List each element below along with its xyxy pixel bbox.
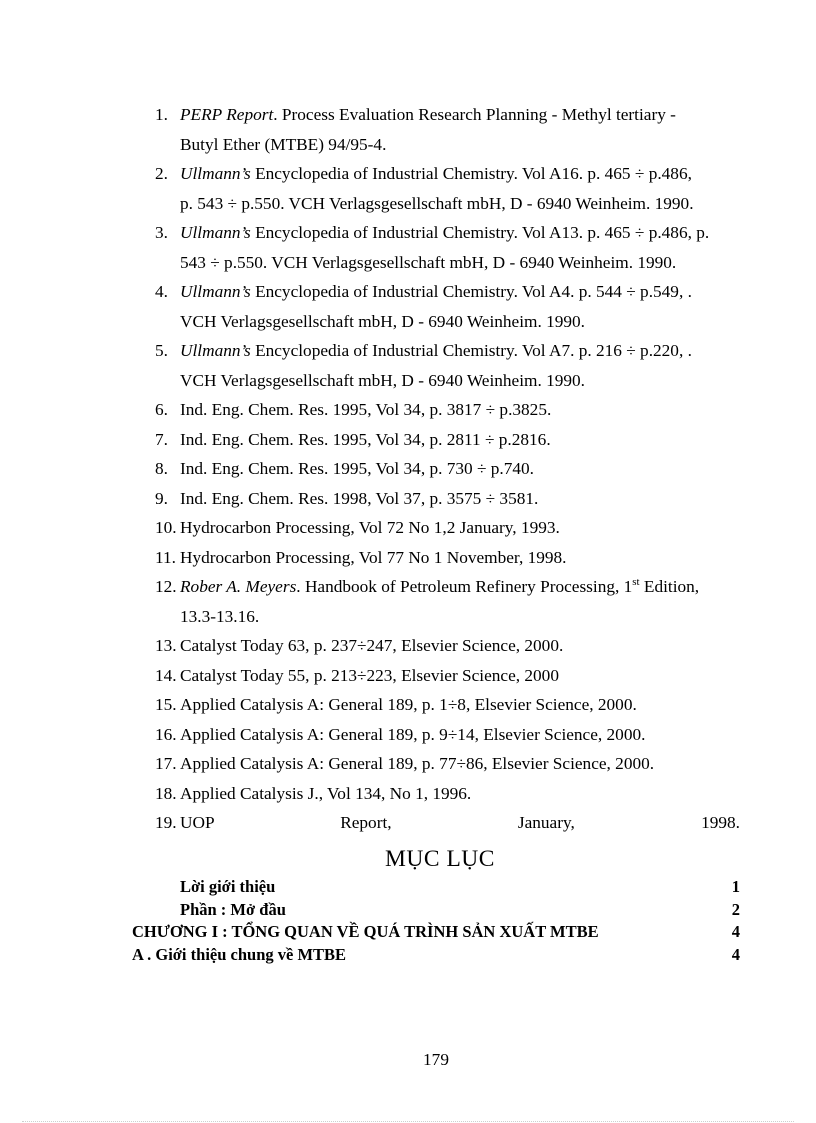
reference-author-title: Rober A. Meyers	[180, 577, 297, 596]
toc-entry-label: Phần : Mở đầu	[180, 899, 286, 919]
toc-entry-label: CHƯƠNG I : TỔNG QUAN VỀ QUÁ TRÌNH SẢN XUẤT MTBE	[132, 922, 599, 941]
reference-number: 14.	[155, 665, 177, 685]
reference-item	[155, 484, 740, 514]
reference-line	[180, 218, 740, 248]
reference-number: 16.	[155, 724, 177, 744]
reference-text: Applied Catalysis A: General 189, p. 1÷8, Elsevier Science, 2000.	[180, 695, 637, 714]
reference-text: Hydrocarbon Processing, Vol 72 No 1,2 January, 1993.	[180, 518, 560, 537]
reference-item	[155, 454, 740, 484]
toc-entry[interactable]	[132, 899, 740, 922]
reference-item	[155, 100, 740, 159]
reference-author-title: Ullmann’s	[180, 282, 251, 301]
reference-number: 1.	[155, 105, 168, 124]
reference-number: 12.	[155, 577, 177, 596]
reference-line	[180, 749, 740, 779]
toc-entry-page: 4	[731, 922, 740, 941]
reference-item	[155, 572, 740, 631]
reference-text: UOP Report, January, 1998.	[180, 813, 740, 832]
reference-text: VCH Verlagsgesellschaft mbH, D - 6940 Weinheim. 1990.	[180, 311, 585, 331]
toc-entry-label: A . Giới thiệu chung về MTBE	[132, 944, 347, 964]
reference-line	[180, 484, 740, 514]
toc-title: MỤC LỤC	[385, 846, 495, 872]
reference-number: 13.	[155, 636, 177, 655]
reference-number: 3.	[155, 223, 168, 242]
reference-text: 543 ÷ p.550. VCH Verlagsgesellschaft mbH, D - 6940 Weinheim. 1990.	[180, 252, 677, 272]
reference-line	[180, 602, 740, 632]
reference-line	[180, 720, 740, 750]
reference-line	[180, 425, 740, 455]
reference-text: Applied Catalysis A: General 189, p. 77÷86, Elsevier Science, 2000.	[180, 754, 655, 773]
reference-item	[155, 808, 740, 838]
reference-author-title: PERP Report	[180, 105, 274, 124]
reference-line	[180, 130, 740, 160]
reference-line	[180, 248, 740, 278]
reference-text: Encyclopedia of Industrial Chemistry. Vol A16. p. 465 ÷ p.486,	[250, 164, 692, 183]
reference-line	[180, 572, 740, 602]
reference-text: Ind. Eng. Chem. Res. 1995, Vol 34, p. 3817 ÷ p.3825.	[180, 400, 552, 419]
reference-line	[180, 189, 740, 219]
reference-text: 13.3-13.16.	[180, 606, 260, 626]
reference-number: 15.	[155, 695, 177, 714]
toc-entry-label: Lời giới thiệu	[180, 877, 276, 896]
reference-line	[180, 808, 740, 838]
reference-number: 5.	[155, 341, 168, 360]
reference-number: 17.	[155, 754, 177, 773]
reference-item	[155, 543, 740, 573]
reference-item	[155, 336, 740, 395]
toc-entry-page: 1	[731, 877, 740, 896]
reference-line	[180, 277, 740, 307]
reference-number: 6.	[155, 400, 168, 419]
reference-line	[180, 366, 740, 396]
reference-text: Ind. Eng. Chem. Res. 1995, Vol 34, p. 2811 ÷ p.2816.	[180, 429, 551, 449]
reference-text: Ind. Eng. Chem. Res. 1998, Vol 37, p. 3575 ÷ 3581.	[180, 488, 539, 508]
reference-text: Applied Catalysis J., Vol 134, No 1, 1996.	[180, 783, 472, 803]
reference-item	[155, 425, 740, 455]
reference-line	[180, 159, 740, 189]
table-of-contents	[132, 876, 740, 966]
reference-line	[180, 454, 740, 484]
reference-number: 2.	[155, 164, 168, 183]
reference-text: st	[632, 576, 640, 589]
reference-author-title: Ullmann’s	[180, 223, 251, 242]
reference-line	[180, 100, 740, 130]
reference-item	[155, 779, 740, 809]
reference-text: p. 543 ÷ p.550. VCH Verlagsgesellschaft mbH, D - 6940 Weinheim. 1990.	[180, 193, 694, 213]
reference-item	[155, 631, 740, 661]
reference-number: 11.	[155, 547, 176, 567]
reference-line	[180, 661, 740, 691]
reference-number: 19.	[155, 813, 177, 832]
reference-line	[180, 779, 740, 809]
reference-line	[180, 513, 740, 543]
reference-line	[180, 543, 740, 573]
reference-item	[155, 159, 740, 218]
reference-line	[180, 336, 740, 366]
reference-text: . Handbook of Petroleum Refinery Processing, 1	[296, 577, 633, 596]
reference-item	[155, 661, 740, 691]
reference-text: VCH Verlagsgesellschaft mbH, D - 6940 Weinheim. 1990.	[180, 370, 585, 390]
reference-number: 8.	[155, 459, 168, 478]
reference-item	[155, 513, 740, 543]
page-number: 179	[423, 1050, 449, 1069]
reference-item	[155, 690, 740, 720]
reference-list	[155, 100, 740, 838]
reference-number: 7.	[155, 429, 168, 449]
reference-author-title: Ullmann’s	[180, 164, 251, 183]
toc-entry-page: 4	[731, 944, 740, 964]
reference-author-title: Ullmann’s	[180, 341, 251, 360]
reference-text: Applied Catalysis A: General 189, p. 9÷14, Elsevier Science, 2000.	[180, 724, 646, 744]
reference-text: . Process Evaluation Research Planning - Methyl tertiary -	[273, 105, 676, 124]
reference-line	[180, 690, 740, 720]
reference-item	[155, 277, 740, 336]
reference-number: 10.	[155, 518, 177, 537]
reference-text: Hydrocarbon Processing, Vol 77 No 1 November, 1998.	[180, 547, 567, 567]
reference-text: Encyclopedia of Industrial Chemistry. Vol A13. p. 465 ÷ p.486, p.	[250, 223, 710, 242]
reference-number: 18.	[155, 783, 177, 803]
page-edge-divider	[22, 1121, 794, 1122]
toc-entry[interactable]	[132, 921, 740, 944]
toc-entry-page: 2	[731, 899, 740, 919]
reference-line	[180, 307, 740, 337]
reference-text: Edition,	[639, 577, 700, 596]
reference-text: Butyl Ether (MTBE) 94/95-4.	[180, 134, 387, 154]
reference-number: 9.	[155, 488, 168, 508]
reference-text: Catalyst Today 63, p. 237÷247, Elsevier Science, 2000.	[180, 636, 564, 655]
reference-item	[155, 749, 740, 779]
reference-line	[180, 631, 740, 661]
toc-entry[interactable]	[132, 944, 740, 967]
reference-text: Ind. Eng. Chem. Res. 1995, Vol 34, p. 730 ÷ p.740.	[180, 459, 534, 478]
reference-text: Encyclopedia of Industrial Chemistry. Vol A7. p. 216 ÷ p.220, .	[250, 341, 692, 360]
reference-item	[155, 395, 740, 425]
reference-text: Encyclopedia of Industrial Chemistry. Vol A4. p. 544 ÷ p.549, .	[250, 282, 692, 301]
reference-item	[155, 720, 740, 750]
reference-item	[155, 218, 740, 277]
toc-entry[interactable]	[132, 876, 740, 899]
reference-line	[180, 395, 740, 425]
reference-text: Catalyst Today 55, p. 213÷223, Elsevier Science, 2000	[180, 665, 559, 685]
reference-number: 4.	[155, 282, 168, 301]
